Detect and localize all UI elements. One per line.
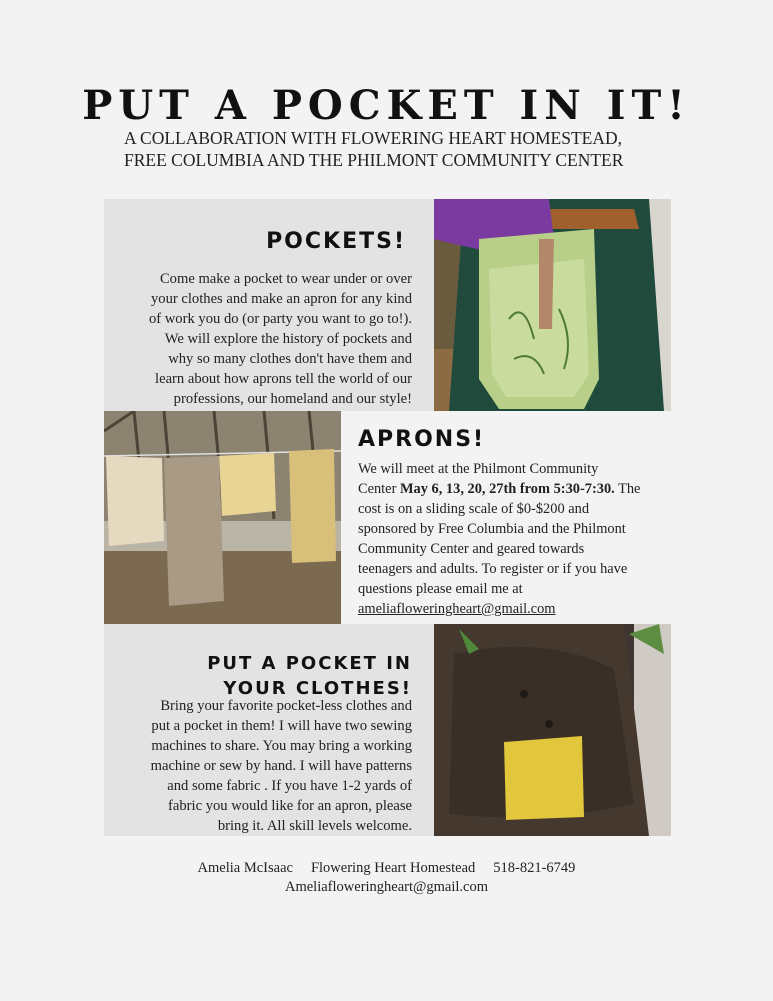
footer-contact [0, 860, 773, 877]
clothes-line: machines to share. You may bring a working [151, 738, 412, 754]
clothes-line: and some fabric . If you have 1-2 yards of [167, 778, 412, 794]
footer-email[interactable]: Ameliafloweringheart@gmail.com [285, 879, 488, 895]
pockets-line: why so many clothes don't have them and [168, 351, 412, 367]
aprons-line: sponsored by Free Columbia and the Philmont [358, 521, 626, 537]
clothes-line: bring it. All skill levels welcome. [217, 818, 412, 834]
clothes-line: machine or sew by hand. I will have patterns [150, 758, 412, 774]
aprons-line-post: The [614, 481, 641, 497]
pockets-body [92, 269, 412, 409]
footer-org: Flowering Heart Homestead [310, 860, 476, 876]
clothes-heading-line-1: PUT A POCKET IN [207, 653, 412, 674]
aprons-heading: APRONS! [358, 427, 486, 452]
footer-phone: 518-821-6749 [493, 860, 576, 876]
clothes-heading-line-2: YOUR CLOTHES! [223, 678, 412, 699]
pocket-on-garment-photo [434, 624, 671, 836]
pockets-line: professions, our homeland and our style! [173, 391, 412, 407]
clothes-line: put a pocket in them! I will have two sewing [151, 718, 412, 734]
aprons-line: questions please email me at [358, 581, 523, 597]
aprons-line-dates [358, 479, 678, 499]
aprons-line-pre: Center [358, 481, 400, 497]
clothes-body [92, 696, 412, 836]
email-link[interactable]: ameliafloweringheart@gmail.com [358, 601, 556, 617]
clothes-heading [207, 651, 412, 701]
pockets-line: We will explore the history of pockets and [164, 331, 412, 347]
subtitle-line-2: FREE COLUMBIA AND THE PHILMONT COMMUNITY CENTER [124, 150, 624, 170]
pockets-panel [104, 199, 434, 411]
pockets-line: your clothes and make an apron for any kind [151, 291, 412, 307]
poster-title: PUT A POCKET IN IT! [82, 82, 691, 129]
footer-name: Amelia McIsaac [197, 860, 293, 876]
pockets-line: of work you do (or party you want to go to!). [148, 311, 412, 327]
aprons-line: cost is on a sliding scale of $0-$200 and [358, 501, 590, 517]
pocket-apron-photo [434, 199, 671, 411]
subtitle-line-1: A COLLABORATION WITH FLOWERING HEART HOMESTEAD, [124, 128, 622, 148]
aprons-line: teenagers and adults. To register or if you have [358, 561, 628, 577]
aprons-line: Community Center and geared towards [358, 541, 585, 557]
pockets-line: learn about how aprons tell the world of our [155, 371, 412, 387]
aprons-line: We will meet at the Philmont Community [358, 461, 599, 477]
clothes-line: Bring your favorite pocket-less clothes and [160, 698, 412, 714]
clothes-line: fabric you would like for an apron, please [168, 798, 412, 814]
meeting-dates: May 6, 13, 20, 27th from 5:30-7:30. [399, 481, 615, 497]
aprons-panel [341, 411, 671, 624]
pockets-line: Come make a pocket to wear under or over [159, 271, 412, 287]
clothes-panel [104, 624, 434, 836]
aprons-body [358, 459, 678, 619]
aprons-clothesline-photo [104, 411, 341, 624]
pockets-heading: POCKETS! [266, 229, 406, 254]
poster-subtitle [124, 127, 684, 171]
